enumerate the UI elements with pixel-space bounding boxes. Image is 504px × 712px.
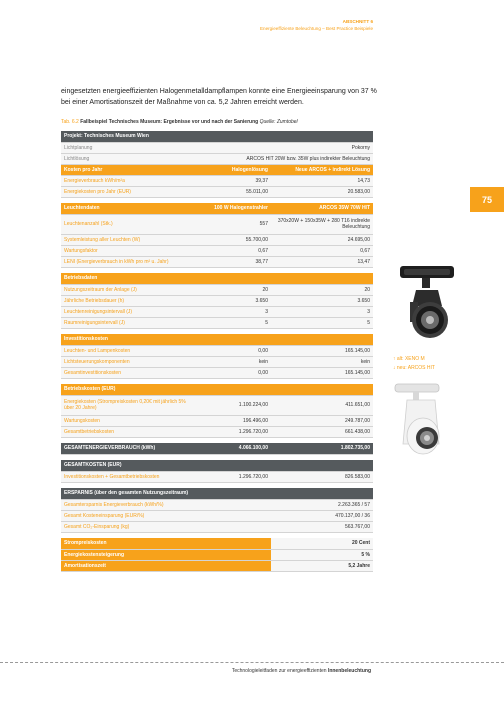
table-row bbox=[61, 426, 373, 437]
row-value: 3 bbox=[200, 306, 271, 317]
row-label: Systemleistung aller Leuchten (W) bbox=[61, 234, 200, 245]
row-value: 20 bbox=[271, 284, 373, 295]
row-value: kein bbox=[200, 356, 271, 367]
row-label: Leuchtenanzahl (Stk.) bbox=[61, 214, 200, 234]
footer-bold: Innenbeleuchtung bbox=[327, 668, 371, 674]
table-row bbox=[61, 284, 373, 295]
row-value: 55.700,00 bbox=[200, 234, 271, 245]
table-row bbox=[61, 245, 373, 256]
table-caption bbox=[61, 119, 298, 125]
row-value: 826.583,00 bbox=[271, 471, 373, 482]
row-value: 4.066.100,00 bbox=[200, 443, 271, 454]
table-row bbox=[61, 345, 373, 356]
column-header: 100 W Halogenstrahler bbox=[200, 203, 271, 214]
row-label: Gesamtbetriebskosten bbox=[61, 426, 200, 437]
row-label: Gesamt Kosteneinsparung (EUR/%) bbox=[61, 510, 271, 521]
table-row bbox=[61, 367, 373, 378]
row-value: 1.296.720,00 bbox=[200, 426, 271, 437]
table-row bbox=[61, 443, 373, 454]
row-label: Wartungskosten bbox=[61, 415, 200, 426]
intro-paragraph: eingesetzten energieeffizienten Halogenmetalldampflampen konnte eine Energieeinsparung von 37 % bei einer Amortisationszeit der Maßnahme von ca. 5,2 Jahren erreicht werden. bbox=[61, 88, 377, 106]
footer-text: Technologieleitfaden zur energieeffizienten bbox=[231, 668, 327, 674]
row-value: 3.650 bbox=[271, 295, 373, 306]
section-title: Betriebskosten (EUR) bbox=[61, 384, 373, 395]
luminaire-legend bbox=[393, 355, 435, 373]
row-value: 20 bbox=[200, 284, 271, 295]
row-value: 14,73 bbox=[271, 175, 373, 186]
table-row bbox=[61, 538, 373, 549]
row-label: Energiekosten pro Jahr (EUR) bbox=[61, 186, 200, 197]
row-label: Raumreinigungsintervall (J) bbox=[61, 317, 200, 328]
row-value: 470.137,00 / 36 bbox=[271, 510, 373, 521]
caption-tab-number: Tab. 6.2 bbox=[61, 119, 79, 125]
table-row bbox=[61, 395, 373, 415]
row-label: Jährliche Betriebsdauer (h) bbox=[61, 295, 200, 306]
row-label: Strompreiskosten bbox=[61, 538, 271, 549]
row-value: 55.011,00 bbox=[200, 186, 271, 197]
row-value: 411.651,00 bbox=[271, 395, 373, 415]
caption-title: Fallbeispiel Technisches Museum: Ergebnisse vor und nach der Sanierung bbox=[80, 119, 259, 125]
row-value: 165.145,00 bbox=[271, 367, 373, 378]
column-header: Neue ARCOS + indirekt Lösung bbox=[271, 164, 373, 175]
table-section-header bbox=[61, 203, 373, 214]
table-row bbox=[61, 415, 373, 426]
xeno-m-luminaire-image bbox=[396, 262, 458, 344]
row-value: 20.583,00 bbox=[271, 186, 373, 197]
table-section-header bbox=[61, 164, 373, 175]
row-label: Gesamtersparnis Energieverbrauch (kWh/%) bbox=[61, 499, 271, 510]
row-value: 5 % bbox=[271, 549, 373, 560]
row-value: 5,2 Jahre bbox=[271, 560, 373, 571]
row-label: GESAMTENERGIEVERBRAUCH (kWh) bbox=[61, 443, 200, 454]
table-row bbox=[61, 175, 373, 186]
table-row bbox=[61, 317, 373, 328]
row-value: ARCOS HIT 20W bzw. 35W plus indirekter Beleuchtung bbox=[200, 153, 373, 164]
row-label: Lichtlösung bbox=[61, 153, 200, 164]
caption-source: Quelle: Zumtobel bbox=[259, 119, 298, 125]
table-section-header bbox=[61, 384, 373, 395]
table-section-header bbox=[61, 488, 373, 499]
legend-new: ↓ neu: ARCOS HIT bbox=[393, 365, 435, 371]
row-value: 39,37 bbox=[200, 175, 271, 186]
row-label: Leuchten- und Lampenkosten bbox=[61, 345, 200, 356]
row-value: 165.145,00 bbox=[271, 345, 373, 356]
section-title: Kosten pro Jahr bbox=[61, 164, 200, 175]
row-label: Nutzungszeitraum der Anlage (J) bbox=[61, 284, 200, 295]
table-row bbox=[61, 131, 373, 142]
table-row bbox=[61, 356, 373, 367]
row-value: 0,67 bbox=[271, 245, 373, 256]
section-title: GESAMTKOSTEN (EUR) bbox=[61, 460, 373, 471]
row-value: 3 bbox=[271, 306, 373, 317]
table-row bbox=[61, 510, 373, 521]
section-label: ABSCHNITT 6 bbox=[342, 19, 373, 24]
table-row bbox=[61, 234, 373, 245]
table-row bbox=[61, 214, 373, 234]
table-section-header bbox=[61, 334, 373, 345]
project-title: Projekt: Technisches Museum Wien bbox=[61, 131, 373, 142]
section-title: Leuchtendaten bbox=[61, 203, 200, 214]
row-value: 0,00 bbox=[200, 345, 271, 356]
row-label: LENI (Energieverbrauch in kWh pro m² u. Jahr) bbox=[61, 256, 200, 267]
row-value: Pokorny bbox=[200, 142, 373, 153]
section-title: Betriebsdaten bbox=[61, 273, 373, 284]
table-section-header bbox=[61, 273, 373, 284]
section-header bbox=[260, 18, 373, 32]
table-row bbox=[61, 306, 373, 317]
row-value: 563.767,00 bbox=[271, 521, 373, 532]
row-label: Energiekostensteigerung bbox=[61, 549, 271, 560]
table-row bbox=[61, 549, 373, 560]
table-row bbox=[61, 186, 373, 197]
table-row bbox=[61, 560, 373, 571]
section-title: ERSPARNIS (über den gesamten Nutzungszeitraum) bbox=[61, 488, 373, 499]
page-number-tab: 75 bbox=[470, 187, 504, 212]
page-footer bbox=[232, 668, 371, 674]
row-value: 5 bbox=[271, 317, 373, 328]
row-label: Amortisationszeit bbox=[61, 560, 271, 571]
table-row bbox=[61, 142, 373, 153]
legend-old: ↑ alt: XENO M bbox=[393, 356, 425, 362]
row-value: 0,00 bbox=[200, 367, 271, 378]
arcos-hit-luminaire-image bbox=[393, 380, 453, 460]
section-title: Investitionskosten bbox=[61, 334, 373, 345]
row-label: Gesamtinvestitionskosten bbox=[61, 367, 200, 378]
row-value: 2.263.365 / 57 bbox=[271, 499, 373, 510]
row-value: kein bbox=[271, 356, 373, 367]
row-label: Wartungsfaktor bbox=[61, 245, 200, 256]
row-value: 20 Cent bbox=[271, 538, 373, 549]
row-value: 13,47 bbox=[271, 256, 373, 267]
column-header: ARCOS 35W 70W HIT bbox=[271, 203, 373, 214]
row-value: 370x20W + 150x35W + 280 T16 indirekte Beleuchtung bbox=[271, 214, 373, 234]
row-label: Lichtplanung bbox=[61, 142, 200, 153]
row-label: Energieverbrauch kWh/m²a bbox=[61, 175, 200, 186]
footer-divider bbox=[0, 662, 504, 663]
table-row bbox=[61, 256, 373, 267]
row-value: 557 bbox=[200, 214, 271, 234]
row-label: Leuchtenreinigungsintervall (J) bbox=[61, 306, 200, 317]
row-value: 249.787,00 bbox=[271, 415, 373, 426]
row-label: Energiekosten (Strompreiskosten 0,20€ mit jährlich 5% über 20 Jahre) bbox=[61, 395, 200, 415]
row-value: 1.100.224,00 bbox=[200, 395, 271, 415]
row-value: 1.296.720,00 bbox=[200, 471, 271, 482]
row-label: Investitionskosten + Gesamtbetriebskosten bbox=[61, 471, 200, 482]
table-row bbox=[61, 471, 373, 482]
table-section-header bbox=[61, 460, 373, 471]
row-value: 24.695,00 bbox=[271, 234, 373, 245]
row-value: 38,77 bbox=[200, 256, 271, 267]
row-value: 3.650 bbox=[200, 295, 271, 306]
table-row bbox=[61, 153, 373, 164]
column-header: Halogenlösung bbox=[200, 164, 271, 175]
table-row bbox=[61, 499, 373, 510]
row-label: Gesamt CO₂-Einsparung (kg) bbox=[61, 521, 271, 532]
table-row bbox=[61, 295, 373, 306]
section-subtitle: Energieeffiziente Beleuchtung – Best Practice Beispiele bbox=[259, 26, 373, 31]
results-table bbox=[61, 131, 373, 572]
row-value: 5 bbox=[200, 317, 271, 328]
row-label: Lichtsteuerungskomponenten bbox=[61, 356, 200, 367]
row-value: 0,67 bbox=[200, 245, 271, 256]
row-value: 196.496,00 bbox=[200, 415, 271, 426]
table-row bbox=[61, 521, 373, 532]
row-value: 661.438,00 bbox=[271, 426, 373, 437]
row-value: 1.802.735,00 bbox=[271, 443, 373, 454]
